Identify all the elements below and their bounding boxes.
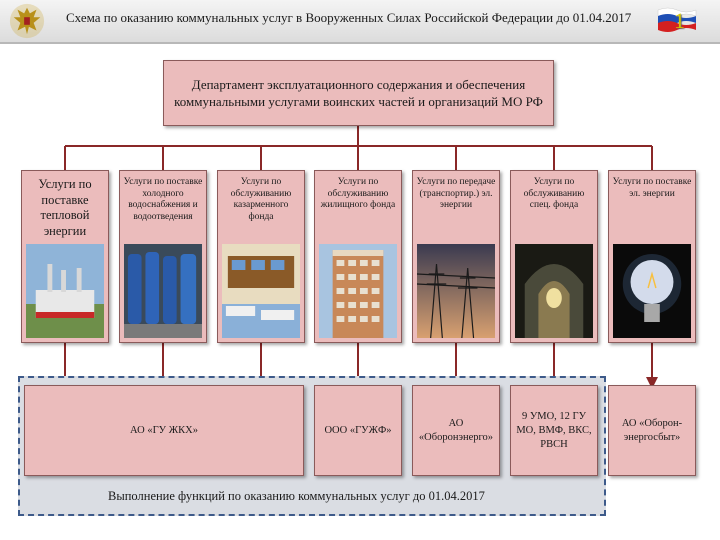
org-label: АО «ГУ ЖКХ» — [130, 424, 198, 436]
service-power-supply — [608, 170, 696, 343]
service-label: Услуги по обслуживанию спец. фонда — [523, 177, 585, 210]
service-power-transmission — [412, 170, 500, 343]
service-special-fund — [510, 170, 598, 343]
department-box — [163, 60, 554, 126]
service-label: Услуги по поставке тепловой энергии — [38, 177, 92, 238]
org-gu-zhkh — [24, 385, 304, 476]
service-label: Услуги по обслуживанию казарменного фонда — [230, 177, 292, 222]
org-label: АО «Оборонэнерго» — [418, 417, 494, 443]
org-oboronenergosbyt — [608, 385, 696, 476]
light-bulb-photo — [613, 244, 691, 338]
service-label: Услуги по обслуживанию жилищного фонда — [320, 177, 396, 210]
org-gzhf — [314, 385, 402, 476]
org-label: ООО «ГУЖФ» — [324, 424, 392, 436]
water-station-photo — [124, 244, 202, 338]
double-headed-eagle-emblem-icon — [8, 2, 46, 40]
power-lines-photo — [417, 244, 495, 338]
service-water-supply — [119, 170, 207, 343]
org-umo — [510, 385, 598, 476]
page-number: 1 — [674, 8, 685, 33]
org-label: АО «Оборон- энергосбыт» — [621, 417, 683, 443]
service-heat-supply — [21, 170, 109, 343]
org-oboronenergo — [412, 385, 500, 476]
boiler-house-photo — [26, 244, 104, 338]
org-label: 9 УМО, 12 ГУ МО, ВМФ, ВКС, РВСН — [516, 410, 592, 450]
service-housing — [314, 170, 402, 343]
service-label: Услуги по передаче (транспортир.) эл. энергии — [416, 177, 496, 210]
tunnel-photo — [515, 244, 593, 338]
apartment-building-photo — [319, 244, 397, 338]
header-bar — [0, 0, 720, 44]
functions-caption: Выполнение функций по оказанию коммунальных услуг до 01.04.2017 — [108, 489, 485, 503]
service-label: Услуги по поставке холодного водоснабжения и водоотведения — [123, 177, 203, 222]
department-label: Департамент эксплуатационного содержания и обеспечения коммунальными услугами воинских частей и организаций МО РФ — [174, 77, 543, 109]
barracks-room-photo — [222, 244, 300, 338]
service-label: Услуги по поставке эл. энергии — [612, 177, 692, 199]
page-title: Схема по оказанию коммунальных услуг в Вооруженных Силах Российской Федерации до 01.04.2017 — [66, 10, 632, 25]
service-barracks — [217, 170, 305, 343]
